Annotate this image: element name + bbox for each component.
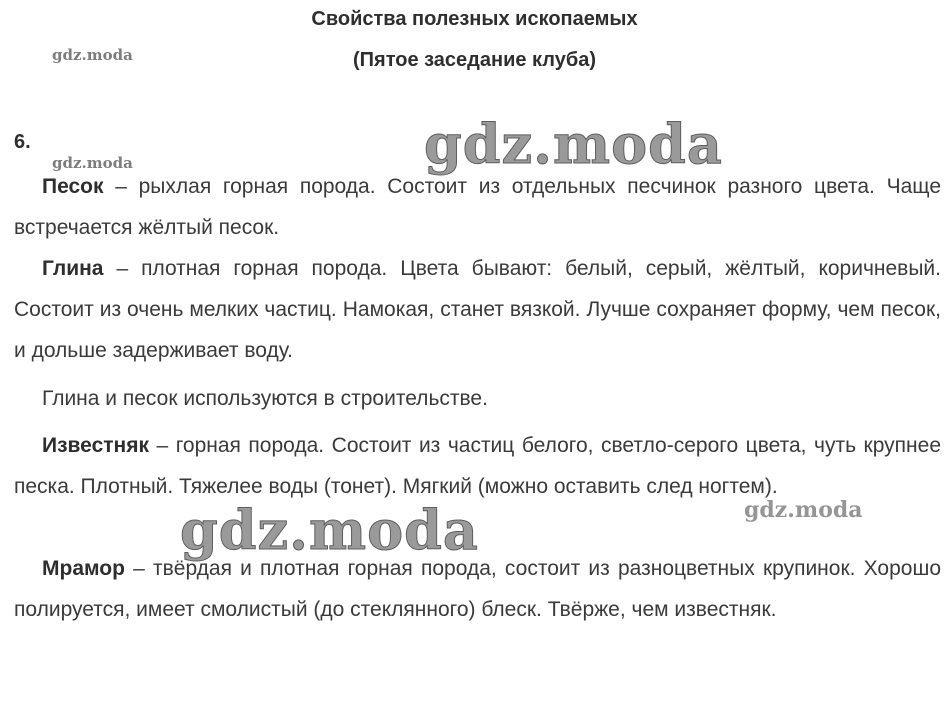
watermark: gdz.moda — [52, 46, 133, 64]
paragraph-usage — [14, 378, 941, 419]
watermark: gdz.moda — [52, 154, 133, 172]
term-limestone: Известняк — [42, 434, 149, 457]
page-title: Свойства полезных ископаемых — [311, 8, 638, 30]
term-clay: Глина — [42, 257, 104, 280]
paragraph-clay — [14, 248, 941, 371]
paragraph-limestone — [14, 425, 941, 507]
text-limestone: – горная порода. Состоит из частиц белого, светло-серого цвета, чуть крупнее песка. Плотный. Тяжелее воды (тонет). Мягкий (можно оставить след ногтем). — [14, 434, 941, 498]
term-marble: Мрамор — [42, 557, 125, 580]
text-sand: – рыхлая горная порода. Состоит из отдельных песчинок разного цвета. Чаще встречается жёлтый песок. — [14, 175, 941, 239]
paragraph-sand — [14, 166, 941, 248]
text-marble: – твёрдая и плотная горная порода, состоит из разноцветных крупинок. Хорошо полируется, имеет смолистый (до стеклянного) блеск. Твёрже, чем известняк. — [14, 557, 941, 621]
watermark-large: gdz.moda — [424, 112, 723, 176]
watermark: gdz.moda — [744, 497, 863, 523]
term-sand: Песок — [42, 175, 104, 198]
page-subtitle: (Пятое заседание клуба) — [352, 49, 596, 71]
text-clay: – плотная горная порода. Цвета бывают: белый, серый, жёлтый, коричневый. Состоит из очень мелких частиц. Намокая, станет вязкой. Лучше сохраняет форму, чем песок, и дольше задерживает воду. — [14, 257, 941, 362]
text-usage: Глина и песок используются в строительстве. — [42, 387, 488, 410]
task-number: 6. — [14, 131, 31, 153]
watermark-large: gdz.moda — [180, 498, 479, 562]
